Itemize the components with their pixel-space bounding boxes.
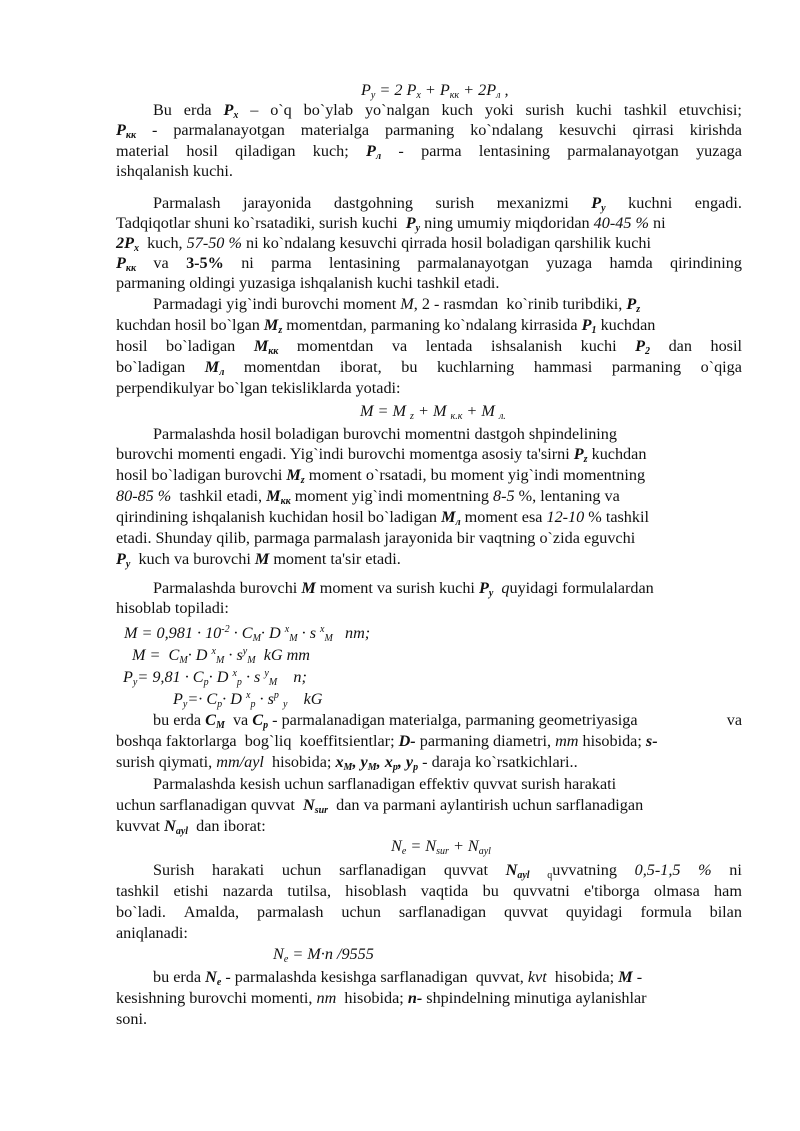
p9-line1: bu erda Ne - parmalashda kesishga sarflanadigan quvvat, kvt hisobida; M - <box>153 968 643 988</box>
formula-ne: Ne = Nsur + Nayl <box>391 837 491 857</box>
p8-line1: Surish harakati uchun sarflanadigan quvvat Nayl quvvatning 0,5-1,5 % ni <box>153 861 742 881</box>
p6-line2: boshqa faktorlarga bog`liq koeffitsientlar; D- parmaning diametri, mm hisobida; s- <box>116 732 658 750</box>
p3-line2: kuchdan hosil bo`lgan Mz momentdan, parmaning ko`ndalang kirrasida P1 kuchdan <box>116 316 656 336</box>
p2-line5: parmaning oldingi yuzasiga ishqalanish kuchi tashkil etadi. <box>116 274 500 292</box>
p5-line2: hisoblab topiladi: <box>116 599 229 617</box>
p8-line3: bo`ladi. Amalda, parmalash uchun sarflanadigan quvvat quyidagi formula bilan <box>116 903 742 921</box>
p1-line4: ishqalanish kuchi. <box>116 162 233 180</box>
p2-line1: Parmalash jarayonida dastgohning surish mexanizmi Py kuchni engadi. <box>153 194 742 214</box>
p2-line2: Tadqiqotlar shuni ko`rsatadiki, surish kuchi Py ning umumiy miqdoridan 40-45 % ni <box>116 214 666 234</box>
formula-m: M = M z + M к.к + M л. <box>360 402 506 422</box>
p9-line2: kesishning burovchi momenti, nm hisobida; n- shpindelning minutiga aylanishlar <box>116 989 647 1007</box>
p4-line4: 80-85 % tashkil etadi, Mкк moment yig`indi momentning 8-5 %, lentaning va <box>116 487 620 507</box>
p4-line2: burovchi momenti engadi. Yig`indi burovchi momentga asosiy ta'sirni Pz kuchdan <box>116 445 647 465</box>
p3-line3: hosil bo`ladigan Mкк momentdan va lentada ishsalanish kuchi P2 dan hosil <box>116 337 742 357</box>
p7-line2: uchun sarflanadigan quvvat Nsur dan va parmani aylantirish uchun sarflanadigan <box>116 796 644 816</box>
p1-line3: material hosil qiladigan kuch; Pл - parma lentasining parmalanayotgan yuzaga <box>116 142 742 162</box>
p3-line4: bo`ladigan Mл momentdan iborat, bu kuchlarning hammasi parmaning o`qiga <box>116 358 742 378</box>
p6-line1: bu erda CM va Cp - parmalanadigan materialga, parmaning geometriyasiga va <box>153 711 742 731</box>
p3-line1: Parmadagi yig`indi burovchi moment M, 2 - rasmdan ko`rinib turibdiki, Pz <box>153 295 641 315</box>
p8-line2: tashkil etishi nazarda tutilsa, hisoblash vaqtida bu quvvatni e'tiborga olmasa ham <box>116 882 742 900</box>
formula-py1: Py= 9,81 · Cp· D $^x$p · s $^y$M n; <box>123 668 307 688</box>
p3-line5: perpendikulyar bo`lgan tekisliklarda yotadi: <box>116 379 401 397</box>
p9-line3: soni. <box>116 1010 148 1028</box>
p2-line4: Pкк va 3-5% ni parma lentasining parmalanayotgan yuzaga hamda qirindining <box>116 254 742 274</box>
p4-line7: Py kuch va burovchi M moment ta'sir etadi. <box>116 550 401 570</box>
p7-line3: kuvvat Nayl dan iborat: <box>116 817 266 837</box>
p1-line2: Pкк - parmalanayotgan materialga parmaning ko`ndalang kesuvchi qirrasi kirishda <box>116 121 742 141</box>
p5-line1: Parmalashda burovchi M moment va surish kuchi Py quyidagi formulalardan <box>153 579 654 599</box>
p7-line1: Parmalashda kesish uchun sarflanadigan effektiv quvvat surish harakati <box>153 775 617 793</box>
p4-line6: etadi. Shunday qilib, parmaga parmalash jarayonida bir vaqtning o`zida eguvchi <box>116 529 636 547</box>
formula-m2: M = CM· D $^xM \cdot s^yM$ kG mm <box>132 646 310 666</box>
p4-line5: qirindining ishqalanish kuchidan hosil bo`ladigan Mл moment esa 12-10 % tashkil <box>116 508 649 528</box>
p1-line1: Bu erda Px – o`q bo`ylab yo`nalgan kuch yoki surish kuchi tashkil etuvchisi; <box>153 101 742 121</box>
p8-line4: aniqlanadi: <box>116 924 188 942</box>
p4-line1: Parmalashda hosil boladigan burovchi momentni dastgoh shpindelining <box>153 425 617 443</box>
formula-ne2: Ne = M·n /9555 <box>273 945 374 965</box>
p2-line3: 2Px kuch, 57-50 % ni ko`ndalang kesuvchi qirrada hosil boladigan qarshilik kuchi <box>116 234 652 254</box>
formula-py: Py = 2 Px + Pкк + 2Pл , <box>361 81 509 101</box>
formula-m1: $M = 0,981 \cdot 10^{-2} \cdot CM\cdot D$ $^x$M · s $^x$M nm; <box>124 624 371 644</box>
formula-py2: Py=· Cp· D $^xp \cdot s^p$ y kG <box>173 690 323 710</box>
p4-line3: hosil bo`ladigan burovchi Mz moment o`rsatadi, bu moment yig`indi momentning <box>116 466 646 486</box>
p6-line3: surish qiymati, mm/ayl hisobida; xM, yM, xp, yp - daraja ko`rsatkichlari.. <box>116 753 578 773</box>
